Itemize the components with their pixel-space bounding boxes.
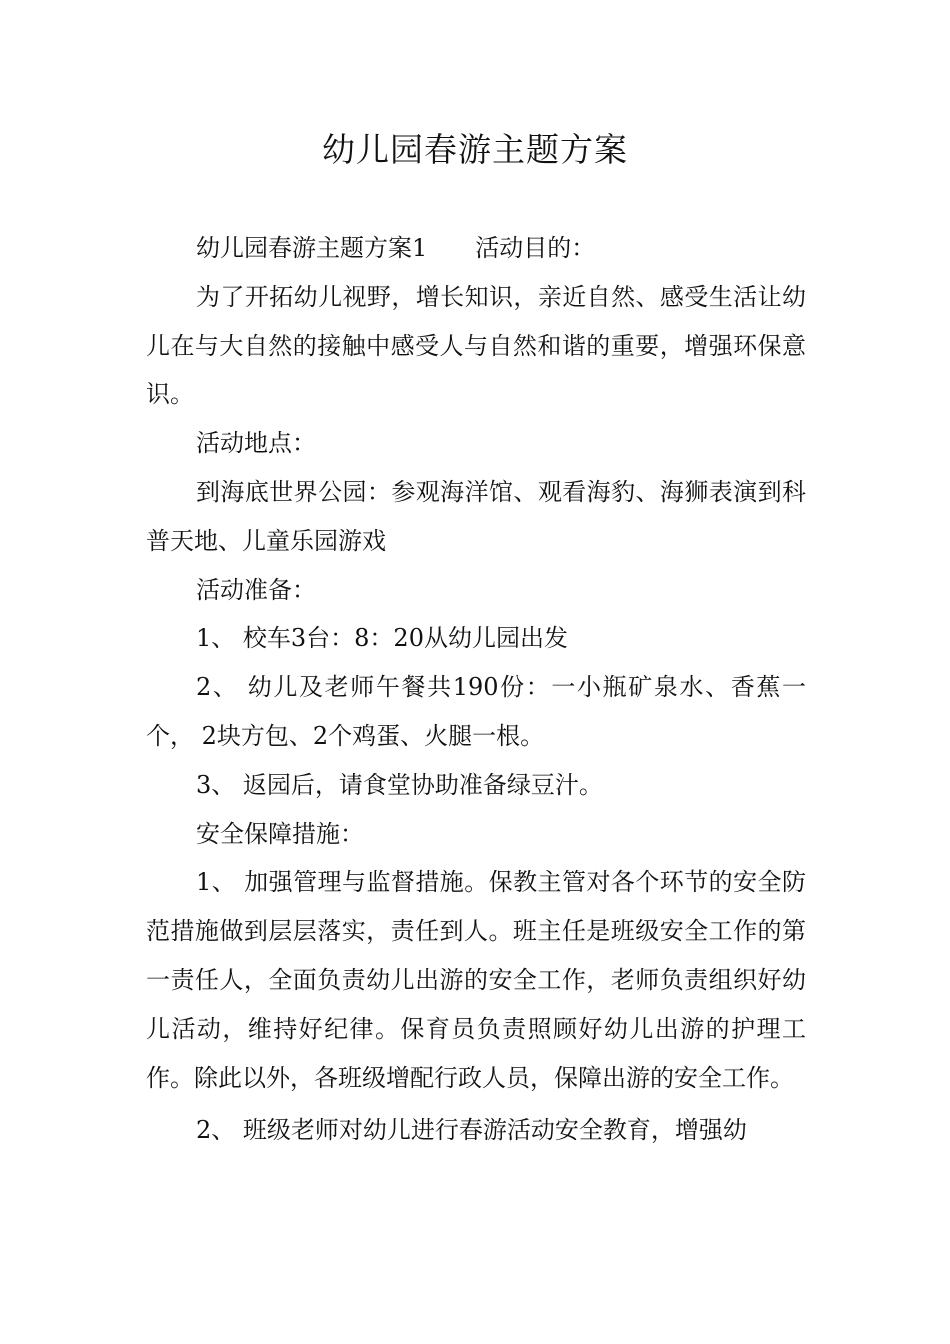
paragraph-preparation-3: 3、 返园后，请食堂协助准备绿豆汁。 [196, 770, 603, 799]
document-title: 幼儿园春游主题方案 [322, 130, 628, 169]
paragraph-safety-1: 1、 加强管理与监督措施。保教主管对各个环节的安全防范措施做到层层落实，责任到人。班主任是班级安全工作的第一责任人，全面负责幼儿出游的安全工作，老师负责组织好幼儿活动，维持好纪律。保育员负责照顾好幼儿出游的护理工作。除此以外，各班级增配行政人员，保障出游的安全工作。 [146, 868, 806, 1092]
paragraph-location: 到海底世界公园：参观海洋馆、观看海豹、海狮表演到科普天地、儿童乐园游戏 [146, 477, 806, 555]
paragraph-preparation-heading: 活动准备： [196, 575, 316, 604]
paragraph-preparation-2: 2、 幼儿及老师午餐共190份：一小瓶矿泉水、香蕉一个， 2块方包、2个鸡蛋、火腿一根。 [146, 673, 806, 750]
paragraph-purpose: 为了开拓幼儿视野，增长知识，亲近自然、感受生活让幼儿在与大自然的接触中感受人与自然和谐的重要，增强环保意识。 [146, 282, 806, 409]
document-body [146, 224, 806, 1155]
paragraph-preparation-1: 1、 校车3台：8：20从幼儿园出发 [196, 624, 568, 653]
paragraph-location-heading: 活动地点： [196, 429, 316, 458]
paragraph-safety-2: 2、 班级老师对幼儿进行春游活动安全教育，增强幼 [196, 1116, 747, 1145]
paragraph-intro: 幼儿园春游主题方案1 活动目的： [196, 234, 596, 262]
paragraph-safety-heading: 安全保障措施： [196, 819, 364, 848]
